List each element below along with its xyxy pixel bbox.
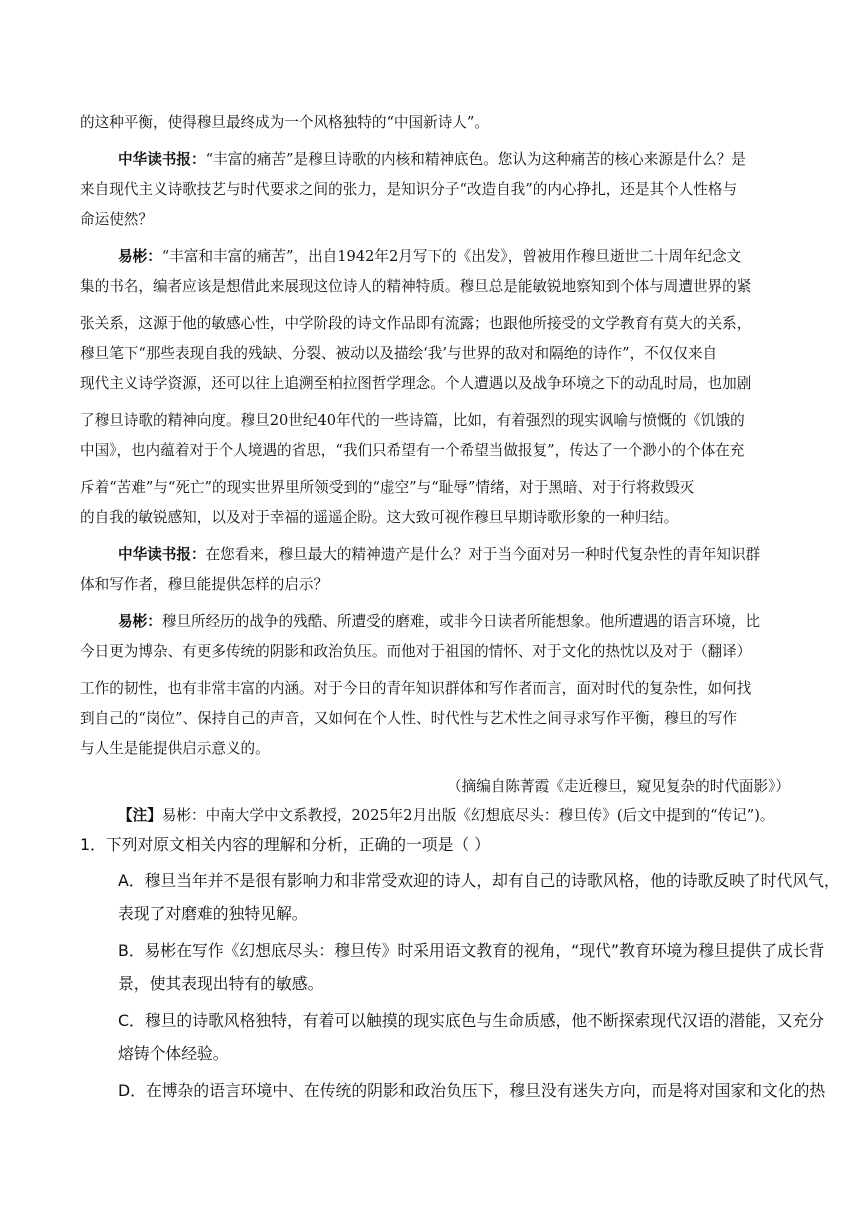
paragraph-line: 的自我的敏锐感知，以及对于幸福的遥遥企盼。这大致可视作穆旦早期诗歌形象的一种归结。 bbox=[80, 509, 679, 526]
paragraph-line: 今日更为博杂、有更多传统的阴影和政治负压。而他对于祖国的情怀、对于文化的热忱以及对于（翻译） bbox=[80, 643, 752, 660]
paragraph-line: 到自己的“岗位”、保持自己的声音，又如何在个人性、时代性与艺术性之间寻求写作平衡，穆旦的写作 bbox=[80, 710, 738, 727]
interview-question-line bbox=[118, 145, 746, 175]
paragraph-line: 体和写作者，穆旦能提供怎样的启示？ bbox=[80, 576, 329, 593]
speaker-label: 中华读书报： bbox=[118, 546, 206, 563]
paragraph-line: 中国》，也内蕴着对于个人境遇的省思，“我们只希望有一个希望当做报复”，传达了一个渺小的个体在充 bbox=[80, 442, 745, 459]
question-stem: 1．下列对原文相关内容的理解和分析，正确的一项是（ ） bbox=[80, 835, 490, 854]
option-d-line: D．在博杂的语言环境中、在传统的阴影和政治负压下，穆旦没有迷失方向，而是将对国家和文化的热 bbox=[118, 1081, 826, 1100]
option-c-line: C．穆旦的诗歌风格独特，有着可以触摸的现实底色与生命质感，他不断探索现代汉语的潜能，又充分 bbox=[118, 1011, 825, 1030]
paragraph-line: 了穆旦诗歌的精神向度。穆旦20世纪40年代的一些诗篇，比如，有着强烈的现实讽喻与愤慨的《饥饿的 bbox=[80, 412, 745, 429]
speaker-label: 易彬： bbox=[118, 248, 162, 265]
option-c-line: 熔铸个体经验。 bbox=[118, 1044, 229, 1063]
paragraph-text: “丰富的痛苦”是穆旦诗歌的内核和精神底色。您认为这种痛苦的核心来源是什么？是 bbox=[205, 151, 746, 168]
paragraph-line: 与人生是能提供启示意义的。 bbox=[80, 740, 270, 757]
interview-answer-line bbox=[118, 607, 760, 637]
option-b-line: 景，使其表现出特有的敏感。 bbox=[118, 974, 324, 993]
interview-question-line bbox=[118, 540, 760, 570]
paragraph-text: 穆旦所经历的战争的残酷、所遭受的磨难，或非今日读者所能想象。他所遭遇的语言环境，比 bbox=[161, 613, 761, 630]
paragraph-line: 工作的韧性，也有非常丰富的内涵。对于今日的青年知识群体和写作者而言，面对时代的复杂性，如何找 bbox=[80, 680, 752, 697]
note-tag: 【注】 bbox=[118, 807, 162, 824]
source-citation: （摘编自陈菁霞《走近穆旦，窥见复杂的时代面影》） bbox=[447, 778, 790, 795]
interview-answer-line bbox=[118, 242, 741, 272]
option-a-line: A．穆旦当年并不是很有影响力和非常受欢迎的诗人，却有自己的诗歌风格，他的诗歌反映了时代风气， bbox=[118, 871, 840, 890]
paragraph-line: 现代主义诗学资源，还可以往上追溯至柏拉图哲学理念。个人遭遇以及战争环境之下的动乱时局，也加剧 bbox=[80, 375, 752, 392]
paragraph-line: 张关系，这源于他的敏感心性，中学阶段的诗文作品即有流露；也跟他所接受的文学教育有莫大的关系， bbox=[80, 315, 752, 332]
paragraph-line: 来自现代主义诗歌技艺与时代要求之间的张力，是知识分子“改造自我”的内心挣扎，还是其个人性格与 bbox=[80, 181, 738, 198]
option-a-line: 表现了对磨难的独特见解。 bbox=[118, 904, 308, 923]
paragraph-line: 的这种平衡，使得穆旦最终成为一个风格独特的“中国新诗人”。 bbox=[80, 114, 489, 131]
paragraph-line: 集的书名，编者应该是想借此来展现这位诗人的精神特质。穆旦总是能敏锐地察知到个体与周遭世界的紧 bbox=[80, 278, 752, 295]
speaker-label: 中华读书报： bbox=[118, 151, 206, 168]
footnote bbox=[118, 801, 775, 831]
paragraph-text: “丰富和丰富的痛苦”，出自1942年2月写下的《出发》，曾被用作穆旦逝世二十周年纪念文 bbox=[161, 248, 742, 265]
speaker-label: 易彬： bbox=[118, 613, 162, 630]
note-text: 易彬：中南大学中文系教授，2025年2月出版《幻想底尽头：穆旦传》(后文中提到的“传记”)。 bbox=[161, 807, 775, 824]
paragraph-line: 命运使然？ bbox=[80, 211, 153, 228]
paragraph-line: 斥着“苦难”与“死亡”的现实世界里所领受到的“虚空”与“耻辱”情绪，对于黑暗、对于行将救毁灭 bbox=[80, 479, 695, 496]
paragraph-line: 穆旦笔下“那些表现自我的残缺、分裂、被动以及描绘‘我’与世界的敌对和隔绝的诗作”，不仅仅来自 bbox=[80, 345, 718, 362]
option-b-line: B．易彬在写作《幻想底尽头：穆旦传》时采用语文教育的视角，“现代”教育环境为穆旦提供了成长背 bbox=[118, 941, 825, 960]
paragraph-text: 在您看来，穆旦最大的精神遗产是什么？对于当今面对另一种时代复杂性的青年知识群 bbox=[205, 546, 761, 563]
